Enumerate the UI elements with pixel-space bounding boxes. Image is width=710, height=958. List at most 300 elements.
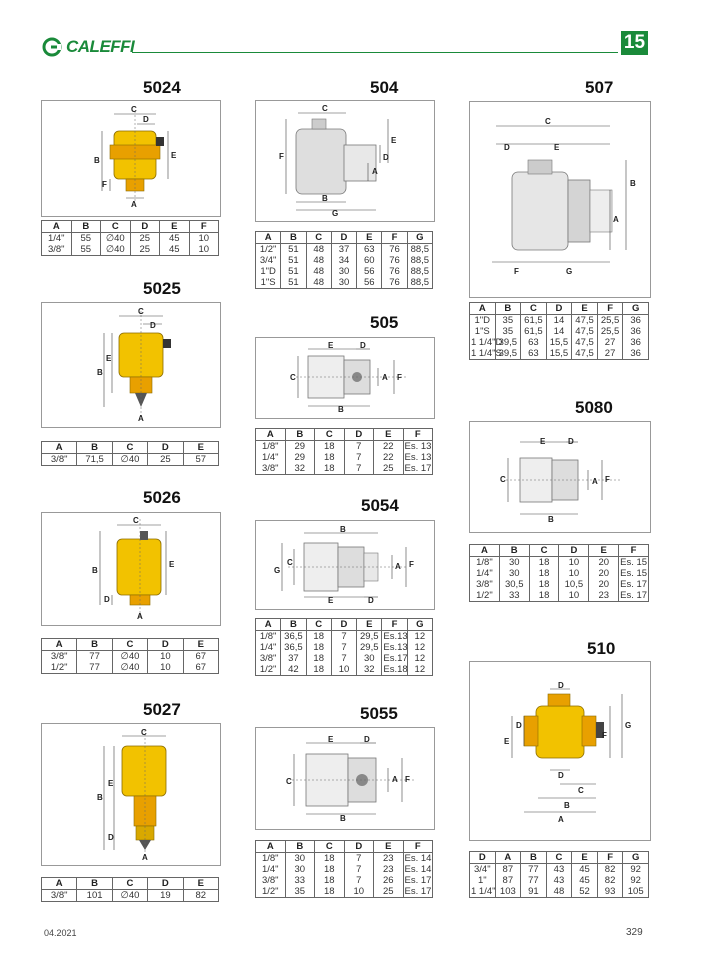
table-cell: 10 [559,568,589,579]
table-cell: 3/4" [256,255,281,266]
table-header: B [495,303,521,315]
table-cell: 92 [623,864,649,876]
svg-text:D: D [108,833,114,842]
product-code-5080: 5080 [575,398,613,417]
table-row [470,864,649,876]
table-cell: Es. 14 [404,853,432,864]
svg-text:C: C [138,307,144,316]
table-cell: 18 [306,642,331,653]
table-header: A [495,852,521,864]
table-header: E [357,619,382,631]
table-header: D [559,545,589,557]
table-cell: Es.18 [383,664,408,675]
table-cell: 7 [344,441,374,453]
table-header: E [589,545,619,557]
table-header: E [183,878,218,890]
table-cell: 7 [331,642,356,653]
table-cell: 18 [529,568,559,579]
table-header: A [256,841,286,853]
table-cell: 56 [357,266,382,277]
table-cell: 82 [597,875,623,886]
svg-text:A: A [138,414,144,423]
figure-5024 [41,100,221,217]
table-cell: 22 [374,452,404,463]
table-cell: 12 [407,653,432,664]
table-cell: 1/8" [256,631,281,643]
product-code-507: 507 [585,78,614,97]
table-cell: 1/4" [42,233,72,245]
table-cell: 1/4" [256,452,286,463]
spec-table-5024 [41,220,219,256]
table-header: E [374,429,404,441]
svg-text:C: C [545,117,551,126]
svg-text:E: E [540,437,546,446]
table-row [256,452,433,463]
table-row [470,315,649,327]
table-header: E [572,852,598,864]
table-cell: 51 [281,244,306,256]
table-cell: 43 [546,864,572,876]
table-cell: 55 [71,233,101,245]
table-header: B [285,429,315,441]
table-cell: 43 [546,875,572,886]
table-cell: 36 [623,337,649,348]
svg-text:D: D [368,596,374,605]
table-cell: 18 [315,441,345,453]
table-header: E [183,442,218,454]
svg-text:D: D [568,437,574,446]
caleffi-logo-icon [42,37,62,57]
table-cell: 1/2" [256,664,281,676]
svg-text:A: A [395,562,401,571]
table-cell: 51 [281,277,306,289]
table-cell: 30 [285,853,315,865]
table-cell: 1/8" [470,557,500,569]
table-cell: 10 [559,590,589,602]
table-cell: 10 [148,662,183,674]
table-header: E [572,303,598,315]
table-row [470,590,649,602]
table-cell: 23 [374,864,404,875]
table-cell: 18 [315,886,345,898]
table-cell: 105 [623,886,649,898]
table-header: E [160,221,190,233]
svg-text:B: B [97,793,103,802]
valve-drawing-5024 [42,101,220,216]
table-cell: 18 [529,590,559,602]
table-cell: Es. 17 [620,579,648,590]
table-cell: ∅40 [101,244,131,256]
table-header: C [315,841,345,853]
table-cell: Es. 15 [620,568,648,579]
table-cell: 34 [331,255,356,266]
table-cell: 7 [344,864,374,875]
table-cell: 18 [315,853,345,865]
table-row [256,244,433,256]
caleffi-logo [42,36,134,58]
table-header: E [374,841,404,853]
table-cell: 1"D [470,315,496,327]
table-cell: ∅40 [101,233,131,245]
svg-text:E: E [391,136,397,145]
svg-text:D: D [558,771,564,780]
table-cell: ∅40 [112,662,147,674]
svg-text:A: A [142,853,148,862]
svg-text:F: F [397,373,402,382]
table-cell: Es.13 [383,642,408,653]
svg-text:F: F [279,152,284,161]
figure-5055 [255,727,435,830]
table-cell: 1 1/4" [471,886,496,897]
table-cell: 26 [374,875,404,886]
table-cell: 7 [344,875,374,886]
table-cell: 30 [499,568,529,579]
table-cell: 18 [529,557,559,569]
table-cell: 88,5 [407,255,432,266]
table-cell: 29,5 [357,631,382,643]
table-cell: 1/8" [256,853,286,865]
table-cell: 29 [285,452,315,463]
table-cell: 1/4" [470,568,500,579]
valve-drawing-505 [256,338,434,418]
table-header: B [281,619,306,631]
svg-text:D: D [516,721,522,730]
svg-text:B: B [564,801,570,810]
table-cell: 77 [521,864,547,876]
table-cell: 32 [357,664,382,676]
table-row [42,890,219,902]
valve-drawing-5026 [42,513,220,625]
table-row [256,642,433,653]
table-header: F [403,841,433,853]
table-header: C [112,878,147,890]
table-row [256,266,433,277]
table-header: G [407,619,432,631]
table-cell: 1/2" [256,244,281,256]
svg-text:F: F [605,475,610,484]
svg-text:E: E [328,735,334,744]
table-row [256,664,433,676]
spec-table-507 [469,302,649,360]
table-cell: 12 [407,642,432,653]
spec-table-5054 [255,618,433,676]
table-cell: 20 [589,557,619,569]
table-cell: 33 [499,590,529,602]
table-cell: 10 [331,664,356,676]
table-cell: 30 [357,653,382,664]
table-cell: 23 [374,853,404,865]
table-header: A [256,232,281,244]
table-cell: 67 [183,662,218,674]
table-cell: 93 [597,886,623,898]
table-header: B [77,878,112,890]
table-cell: 33 [285,875,315,886]
table-cell: 1"S [256,277,281,289]
table-cell: 25 [374,886,404,898]
table-header: B [281,232,306,244]
table-cell: 25 [130,233,160,245]
table-row [256,886,433,898]
table-header: F [382,619,407,631]
table-row [470,326,649,337]
svg-text:D: D [150,321,156,330]
table-row [256,875,433,886]
table-cell: 27 [597,337,623,348]
table-cell: 3/4" [470,864,496,876]
svg-text:A: A [137,612,143,621]
table-row [256,255,433,266]
table-cell: 45 [160,233,190,245]
table-header: B [521,852,547,864]
figure-5080 [469,421,651,533]
table-header: D [546,303,572,315]
svg-text:A: A [372,167,378,176]
table-cell: 29 [285,441,315,453]
table-cell: 57 [183,454,218,466]
table-cell: 1/2" [42,662,77,674]
table-header: D [148,878,183,890]
svg-text:B: B [322,194,328,203]
figure-5025 [41,302,221,428]
svg-text:C: C [133,516,139,525]
table-cell: 7 [331,653,356,664]
table-row [42,662,219,674]
table-row [470,337,649,348]
table-header: D [470,852,496,864]
table-cell: 36,5 [281,631,306,643]
table-cell: 1 1/4"S [471,348,502,359]
svg-text:C: C [141,728,147,737]
table-row [256,864,433,875]
table-header: F [382,232,407,244]
table-cell: 30 [499,557,529,569]
table-cell: 29,5 [357,642,382,653]
section-tab: 15 [621,31,648,55]
table-cell: 76 [382,277,407,289]
product-code-5026: 5026 [143,488,181,507]
table-header: G [407,232,432,244]
table-cell: 36 [623,348,649,360]
svg-text:B: B [548,515,554,524]
table-row [470,579,649,590]
product-code-5055: 5055 [360,704,398,723]
spec-table-505 [255,428,433,475]
table-cell: 18 [529,579,559,590]
svg-text:G: G [274,566,281,575]
svg-text:A: A [558,815,564,824]
table-cell: 48 [306,266,331,277]
table-cell: ∅40 [112,651,147,663]
svg-text:D: D [143,115,149,124]
product-code-504: 504 [370,78,399,97]
table-cell: 88,5 [407,244,432,256]
table-header: B [77,442,112,454]
table-header: C [112,442,147,454]
table-cell: 47,5 [572,337,598,348]
table-cell: 47,5 [572,315,598,327]
table-cell: 45 [572,864,598,876]
table-header: D [130,221,160,233]
table-cell: 15,5 [546,348,572,360]
header-rule [132,52,618,53]
svg-text:F: F [602,731,607,740]
table-cell: Es. 14 [404,864,432,875]
table-cell: Es. 17 [404,886,432,897]
table-cell: Es. 15 [620,557,648,568]
svg-text:F: F [405,775,410,784]
table-cell: 1" [470,875,496,886]
table-cell: 76 [382,244,407,256]
table-cell: 10 [189,244,219,256]
brand-name: CALEFFI [66,37,135,56]
table-cell: 25 [374,463,404,475]
table-cell: 77 [77,651,112,663]
product-code-5024: 5024 [143,78,181,97]
table-cell: 77 [521,875,547,886]
svg-text:C: C [287,558,293,567]
table-cell: 48 [306,255,331,266]
table-header: D [331,232,356,244]
table-cell: 3/8" [256,653,281,664]
figure-505 [255,337,435,419]
table-cell: Es. 13 [404,452,432,463]
table-cell: 45 [160,244,190,256]
table-cell: 88,5 [407,277,432,289]
table-cell: 82 [597,864,623,876]
table-row [256,853,433,865]
table-cell: 3/8" [42,454,77,466]
table-header: A [42,442,77,454]
svg-text:B: B [340,525,346,534]
table-header: F [403,429,433,441]
svg-text:G: G [625,721,632,730]
table-cell: 87 [495,875,521,886]
svg-text:B: B [94,156,100,165]
table-row [470,557,649,569]
table-header: D [344,429,374,441]
table-cell: Es. 17 [620,590,648,601]
table-cell: 15,5 [546,337,572,348]
table-cell: 103 [495,886,521,898]
table-header: D [331,619,356,631]
svg-text:C: C [286,777,292,786]
product-code-5027: 5027 [143,700,181,719]
svg-text:B: B [340,814,346,823]
table-cell: 22 [374,441,404,453]
table-cell: 67 [183,651,218,663]
svg-text:F: F [102,180,107,189]
table-cell: 63 [521,348,547,360]
table-header: E [183,639,218,651]
table-header: F [597,303,623,315]
table-cell: Es. 17 [404,463,432,474]
table-header: C [315,429,345,441]
table-cell: 35 [495,315,521,327]
table-cell: 20 [589,579,619,590]
table-cell: 35 [495,326,521,337]
table-cell: 101 [77,890,112,902]
table-row [42,244,219,256]
table-cell: 1"S [470,326,496,337]
table-header: C [529,545,559,557]
table-cell: 60 [357,255,382,266]
svg-text:B: B [92,566,98,575]
table-cell: 12 [407,631,432,643]
table-cell: 87 [495,864,521,876]
figure-504 [255,100,435,222]
table-cell: Es.17 [383,653,408,664]
table-row [42,454,219,466]
spec-table-510 [469,851,649,898]
table-cell: 45 [572,875,598,886]
table-cell: 27 [597,348,623,360]
table-cell: 92 [623,875,649,886]
spec-table-5025 [41,441,219,466]
table-cell: 76 [382,266,407,277]
table-header: B [285,841,315,853]
table-cell: 63 [357,244,382,256]
table-row [256,277,433,289]
table-header: C [306,232,331,244]
table-row [42,233,219,245]
table-cell: 12 [407,664,432,676]
svg-text:G: G [566,267,573,276]
table-header: B [71,221,101,233]
table-cell: 48 [306,244,331,256]
table-cell: 39,5 [495,348,521,360]
valve-drawing-5080 [470,422,650,532]
table-cell: 14 [546,315,572,327]
table-header: E [357,232,382,244]
table-cell: 18 [306,631,331,643]
table-header: A [470,545,500,557]
table-cell: Es.13 [383,631,408,642]
table-row [42,651,219,663]
svg-text:B: B [630,179,636,188]
table-cell: 36 [623,326,649,337]
table-cell: 1/4" [256,864,286,875]
spec-table-5080 [469,544,649,602]
svg-text:E: E [108,779,114,788]
table-cell: 3/8" [42,244,72,256]
table-row [470,568,649,579]
table-cell: 37 [281,653,306,664]
table-cell: 71,5 [77,454,112,466]
table-cell: 18 [315,864,345,875]
valve-drawing-5054 [256,521,434,609]
svg-text:A: A [382,373,388,382]
table-cell: 18 [306,653,331,664]
product-code-510: 510 [587,639,616,658]
svg-text:A: A [392,775,398,784]
svg-text:C: C [131,105,137,114]
table-cell: 18 [306,664,331,676]
table-cell: 91 [521,886,547,898]
table-cell: 63 [521,337,547,348]
svg-text:C: C [322,104,328,113]
table-header: C [101,221,131,233]
svg-text:A: A [613,215,619,224]
table-cell: 36,5 [281,642,306,653]
table-cell: 7 [344,463,374,475]
table-row [470,348,649,360]
table-cell: 7 [344,452,374,463]
table-cell: ∅40 [112,454,147,466]
svg-text:C: C [578,786,584,795]
table-cell: 47,5 [572,326,598,337]
table-cell: 25,5 [597,315,623,327]
product-code-5054: 5054 [361,496,399,515]
